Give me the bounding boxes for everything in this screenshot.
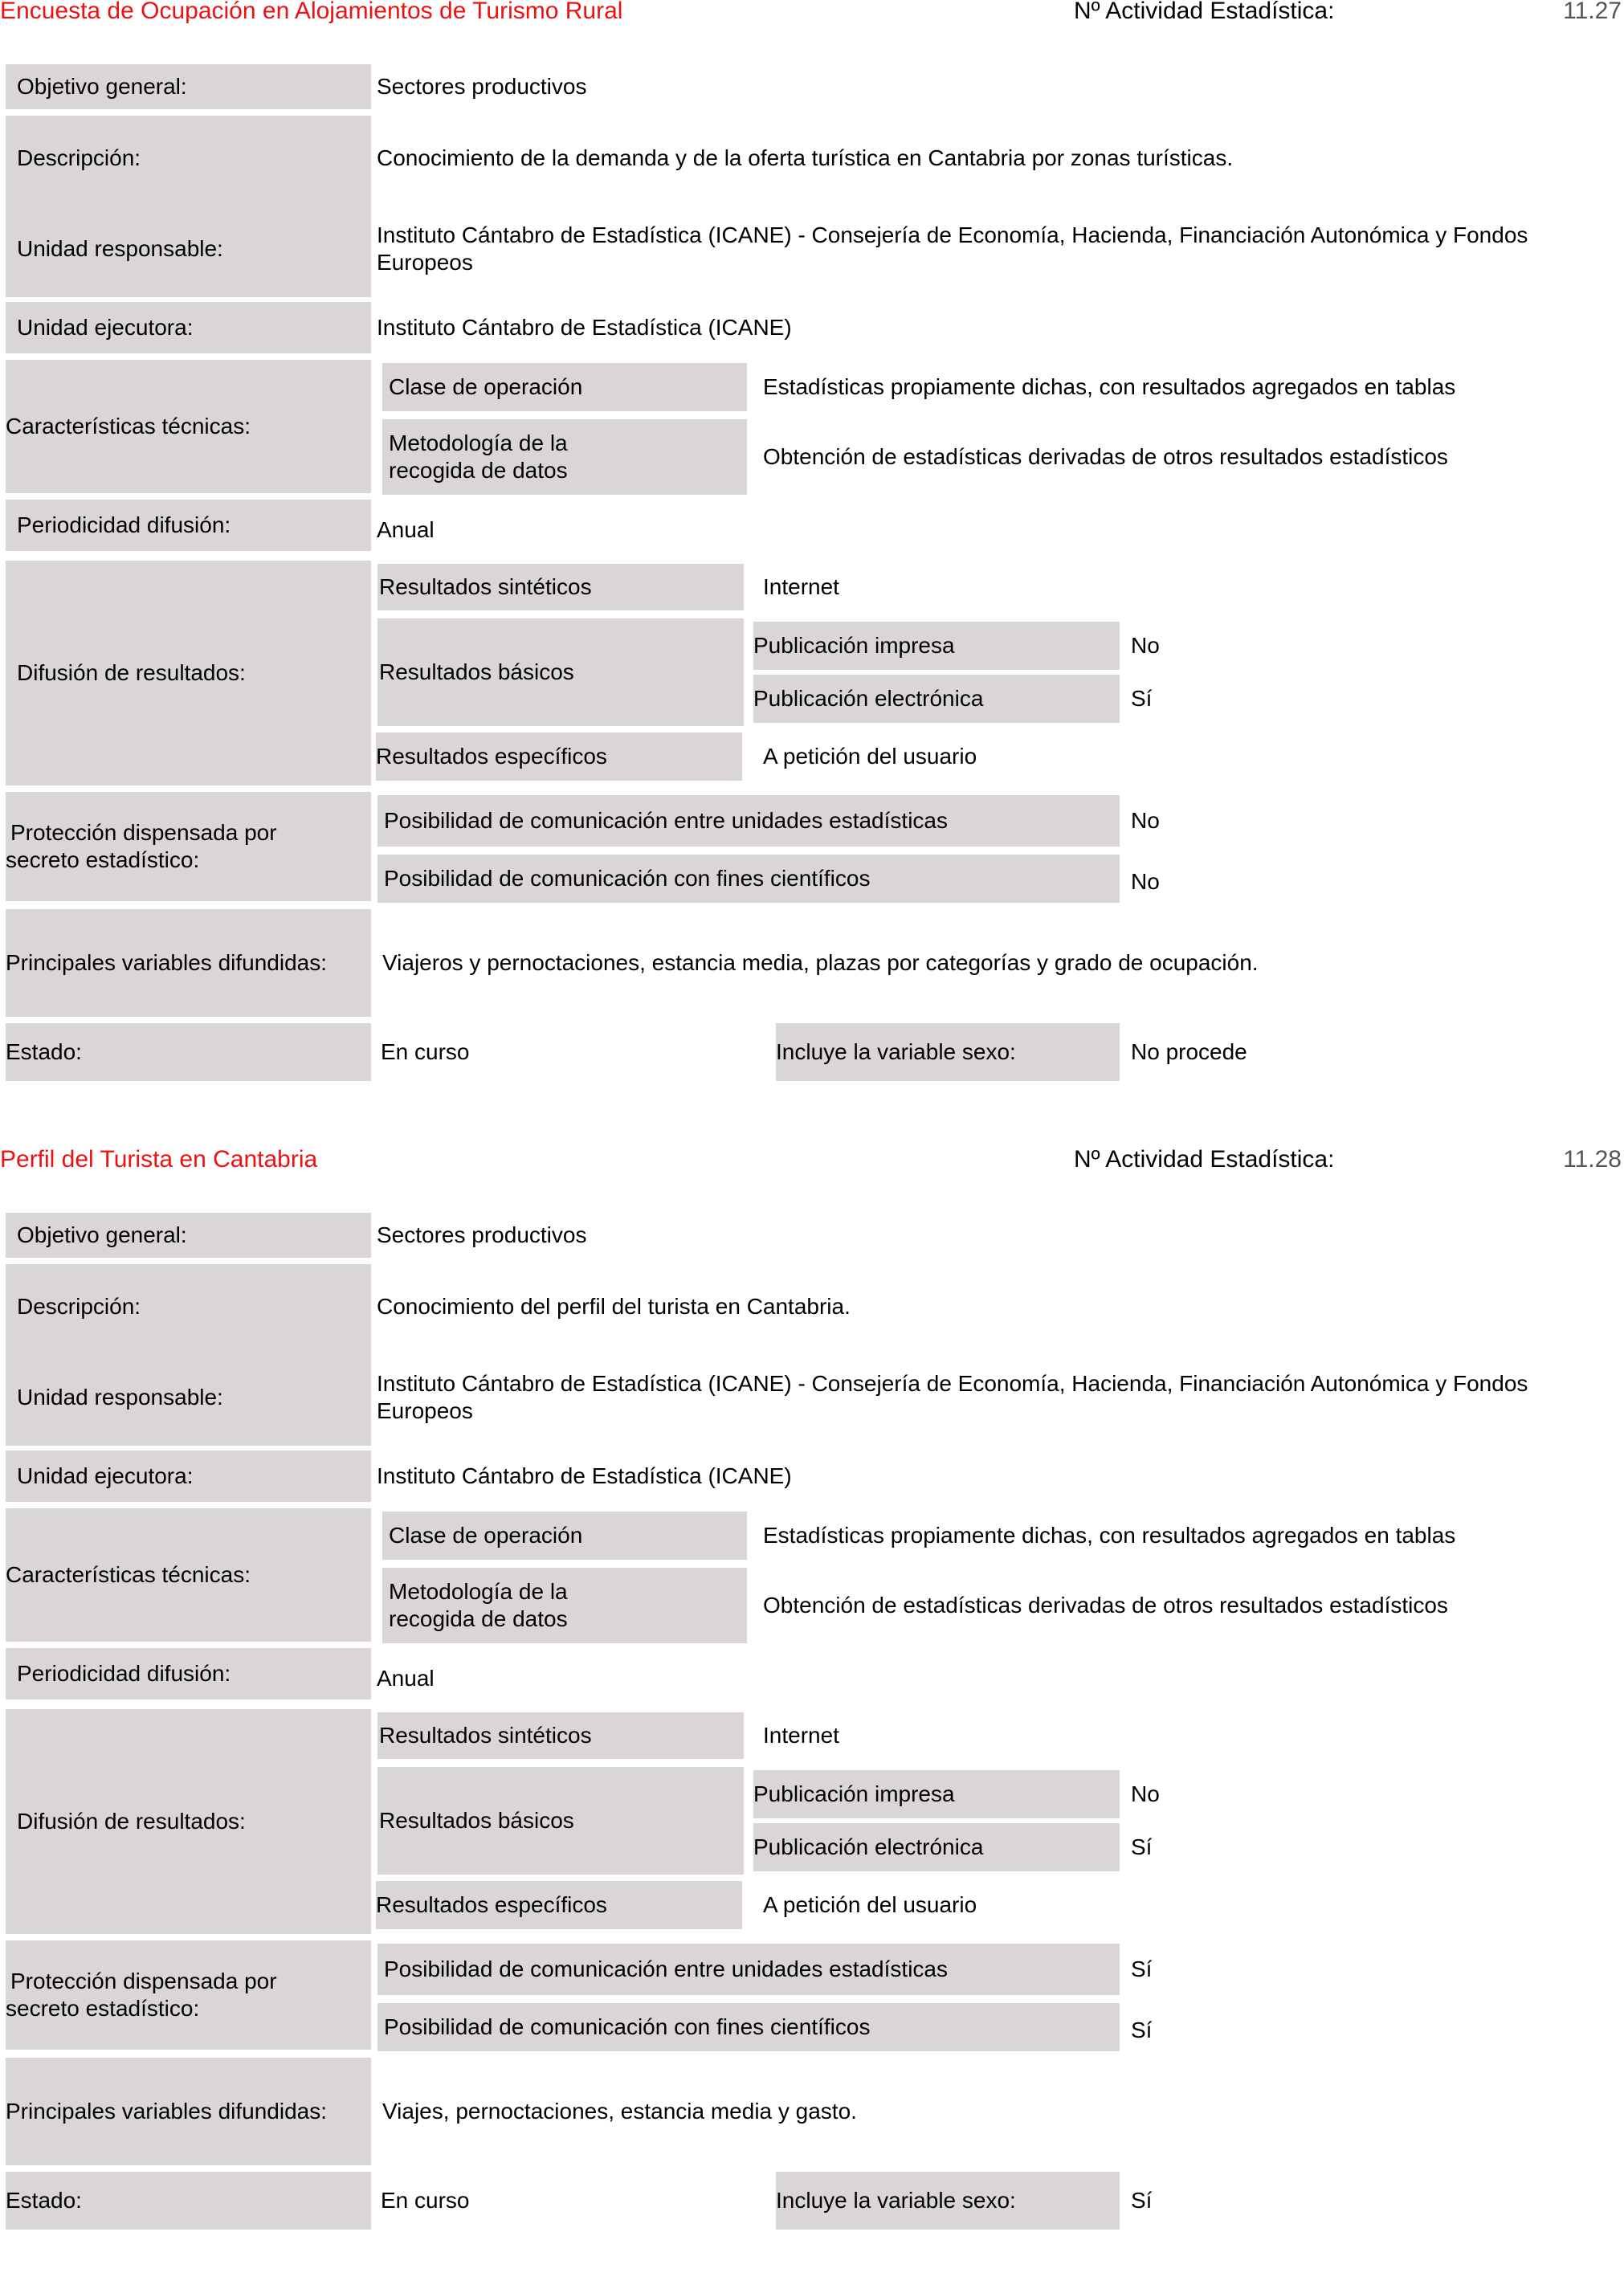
label-pub-electronica: Publicación electrónica xyxy=(753,1823,1120,1871)
label-proteccion xyxy=(6,792,371,901)
label-clase-operacion: Clase de operación xyxy=(382,363,747,411)
value-sexo: Sí xyxy=(1131,2188,1153,2213)
label-clase-operacion: Clase de operación xyxy=(382,1512,747,1560)
activity-title: Encuesta de Ocupación en Alojamientos de Turismo Rural xyxy=(0,0,623,24)
label-metodologia-line1: Metodología de la xyxy=(389,1579,568,1604)
value-unidad-responsable-line2: Europeos xyxy=(377,250,473,275)
label-sinteticos: Resultados sintéticos xyxy=(377,1712,744,1759)
label-basicos: Resultados básicos xyxy=(377,1767,744,1875)
label-periodicidad: Periodicidad difusión: xyxy=(6,1648,371,1699)
value-variables: Viajes, pernoctaciones, estancia media y gasto. xyxy=(382,2099,857,2124)
activity-number-label: Nº Actividad Estadística: xyxy=(1074,0,1335,24)
label-com-cientificos: Posibilidad de comunicación con fines científicos xyxy=(377,2003,1120,2051)
label-proteccion-line1: Protección dispensada por xyxy=(10,820,277,845)
value-com-unidades: Sí xyxy=(1131,1956,1153,1981)
value-sinteticos: Internet xyxy=(763,1723,839,1748)
label-caracteristicas: Características técnicas: xyxy=(6,360,371,493)
label-pub-impresa: Publicación impresa xyxy=(753,622,1120,670)
value-unidad-responsable xyxy=(377,1370,1528,1425)
label-unidad-ejecutora: Unidad ejecutora: xyxy=(6,1451,371,1502)
value-estado: En curso xyxy=(381,1039,470,1064)
value-pub-electronica: Sí xyxy=(1131,1834,1153,1859)
value-metodologia: Obtención de estadísticas derivadas de otros resultados estadísticos xyxy=(763,1593,1448,1618)
label-proteccion-line1: Protección dispensada por xyxy=(10,1969,277,1993)
label-objetivo: Objetivo general: xyxy=(6,64,371,109)
value-variables: Viajeros y pernoctaciones, estancia media, plazas por categorías y grado de ocupación. xyxy=(382,950,1259,975)
value-unidad-responsable-line2: Europeos xyxy=(377,1398,473,1423)
value-metodologia: Obtención de estadísticas derivadas de otros resultados estadísticos xyxy=(763,444,1448,469)
label-sinteticos: Resultados sintéticos xyxy=(377,564,744,610)
value-sexo: No procede xyxy=(1131,1039,1247,1064)
activity-number: 11.27 xyxy=(1563,0,1622,24)
value-unidad-responsable-line1: Instituto Cántabro de Estadística (ICANE) - Consejería de Economía, Hacienda, Financiación Autonómica y Fondos xyxy=(377,1371,1528,1396)
value-descripcion: Conocimiento de la demanda y de la oferta turística en Cantabria por zonas turísticas. xyxy=(377,145,1234,170)
value-descripcion: Conocimiento del perfil del turista en Cantabria. xyxy=(377,1294,851,1319)
label-sexo: Incluye la variable sexo: xyxy=(776,1023,1120,1081)
value-pub-impresa: No xyxy=(1131,633,1160,658)
value-com-cientificos: Sí xyxy=(1131,2018,1153,2042)
label-pub-impresa: Publicación impresa xyxy=(753,1770,1120,1818)
label-caracteristicas: Características técnicas: xyxy=(6,1508,371,1642)
value-especificos: A petición del usuario xyxy=(763,1892,977,1917)
value-estado: En curso xyxy=(381,2188,470,2213)
value-periodicidad: Anual xyxy=(377,517,435,542)
label-pub-electronica: Publicación electrónica xyxy=(753,675,1120,723)
label-unidad-responsable: Unidad responsable: xyxy=(6,1349,371,1446)
label-com-cientificos: Posibilidad de comunicación con fines científicos xyxy=(377,855,1120,903)
activity-number: 11.28 xyxy=(1563,1146,1622,1173)
value-clase-operacion: Estadísticas propiamente dichas, con resultados agregados en tablas xyxy=(763,1523,1456,1548)
value-clase-operacion: Estadísticas propiamente dichas, con resultados agregados en tablas xyxy=(763,374,1456,399)
value-unidad-ejecutora: Instituto Cántabro de Estadística (ICANE) xyxy=(377,315,792,340)
label-variables: Principales variables difundidas: xyxy=(6,2058,371,2165)
label-metodologia-line1: Metodología de la xyxy=(389,430,568,455)
label-difusion: Difusión de resultados: xyxy=(6,1709,371,1934)
value-objetivo: Sectores productivos xyxy=(377,1222,587,1247)
label-descripcion: Descripción: xyxy=(6,116,371,201)
label-com-unidades: Posibilidad de comunicación entre unidades estadísticas xyxy=(377,795,1120,847)
label-proteccion-line2: secreto estadístico: xyxy=(6,847,200,872)
activity-card-11-27 xyxy=(0,0,1624,1140)
activity-number-label: Nº Actividad Estadística: xyxy=(1074,1146,1335,1173)
label-variables: Principales variables difundidas: xyxy=(6,909,371,1017)
value-sinteticos: Internet xyxy=(763,574,839,599)
label-objetivo: Objetivo general: xyxy=(6,1213,371,1258)
value-com-cientificos: No xyxy=(1131,869,1160,894)
value-unidad-responsable-line1: Instituto Cántabro de Estadística (ICANE) - Consejería de Economía, Hacienda, Financiación Autonómica y Fondos xyxy=(377,222,1528,247)
label-unidad-ejecutora: Unidad ejecutora: xyxy=(6,302,371,353)
value-com-unidades: No xyxy=(1131,808,1160,833)
label-especificos: Resultados específicos xyxy=(376,1881,742,1929)
label-sexo: Incluye la variable sexo: xyxy=(776,2172,1120,2230)
label-estado: Estado: xyxy=(6,2172,371,2230)
value-unidad-ejecutora: Instituto Cántabro de Estadística (ICANE) xyxy=(377,1463,792,1488)
label-metodologia-line2: recogida de datos xyxy=(389,458,568,483)
label-proteccion xyxy=(6,1940,371,2050)
label-metodologia xyxy=(382,419,747,495)
label-proteccion-line2: secreto estadístico: xyxy=(6,1996,200,2021)
value-pub-electronica: Sí xyxy=(1131,686,1153,711)
value-unidad-responsable xyxy=(377,222,1528,276)
label-metodologia xyxy=(382,1568,747,1643)
label-unidad-responsable: Unidad responsable: xyxy=(6,201,371,297)
label-estado: Estado: xyxy=(6,1023,371,1081)
label-descripcion: Descripción: xyxy=(6,1264,371,1349)
value-periodicidad: Anual xyxy=(377,1666,435,1691)
label-especificos: Resultados específicos xyxy=(376,732,742,781)
label-com-unidades: Posibilidad de comunicación entre unidades estadísticas xyxy=(377,1944,1120,1995)
label-difusion: Difusión de resultados: xyxy=(6,561,371,785)
activity-title: Perfil del Turista en Cantabria xyxy=(0,1146,318,1173)
label-metodologia-line2: recogida de datos xyxy=(389,1606,568,1631)
value-pub-impresa: No xyxy=(1131,1781,1160,1806)
value-objetivo: Sectores productivos xyxy=(377,74,587,99)
label-periodicidad: Periodicidad difusión: xyxy=(6,500,371,551)
activity-card-11-28 xyxy=(0,1146,1624,2289)
label-basicos: Resultados básicos xyxy=(377,618,744,726)
value-especificos: A petición del usuario xyxy=(763,744,977,769)
